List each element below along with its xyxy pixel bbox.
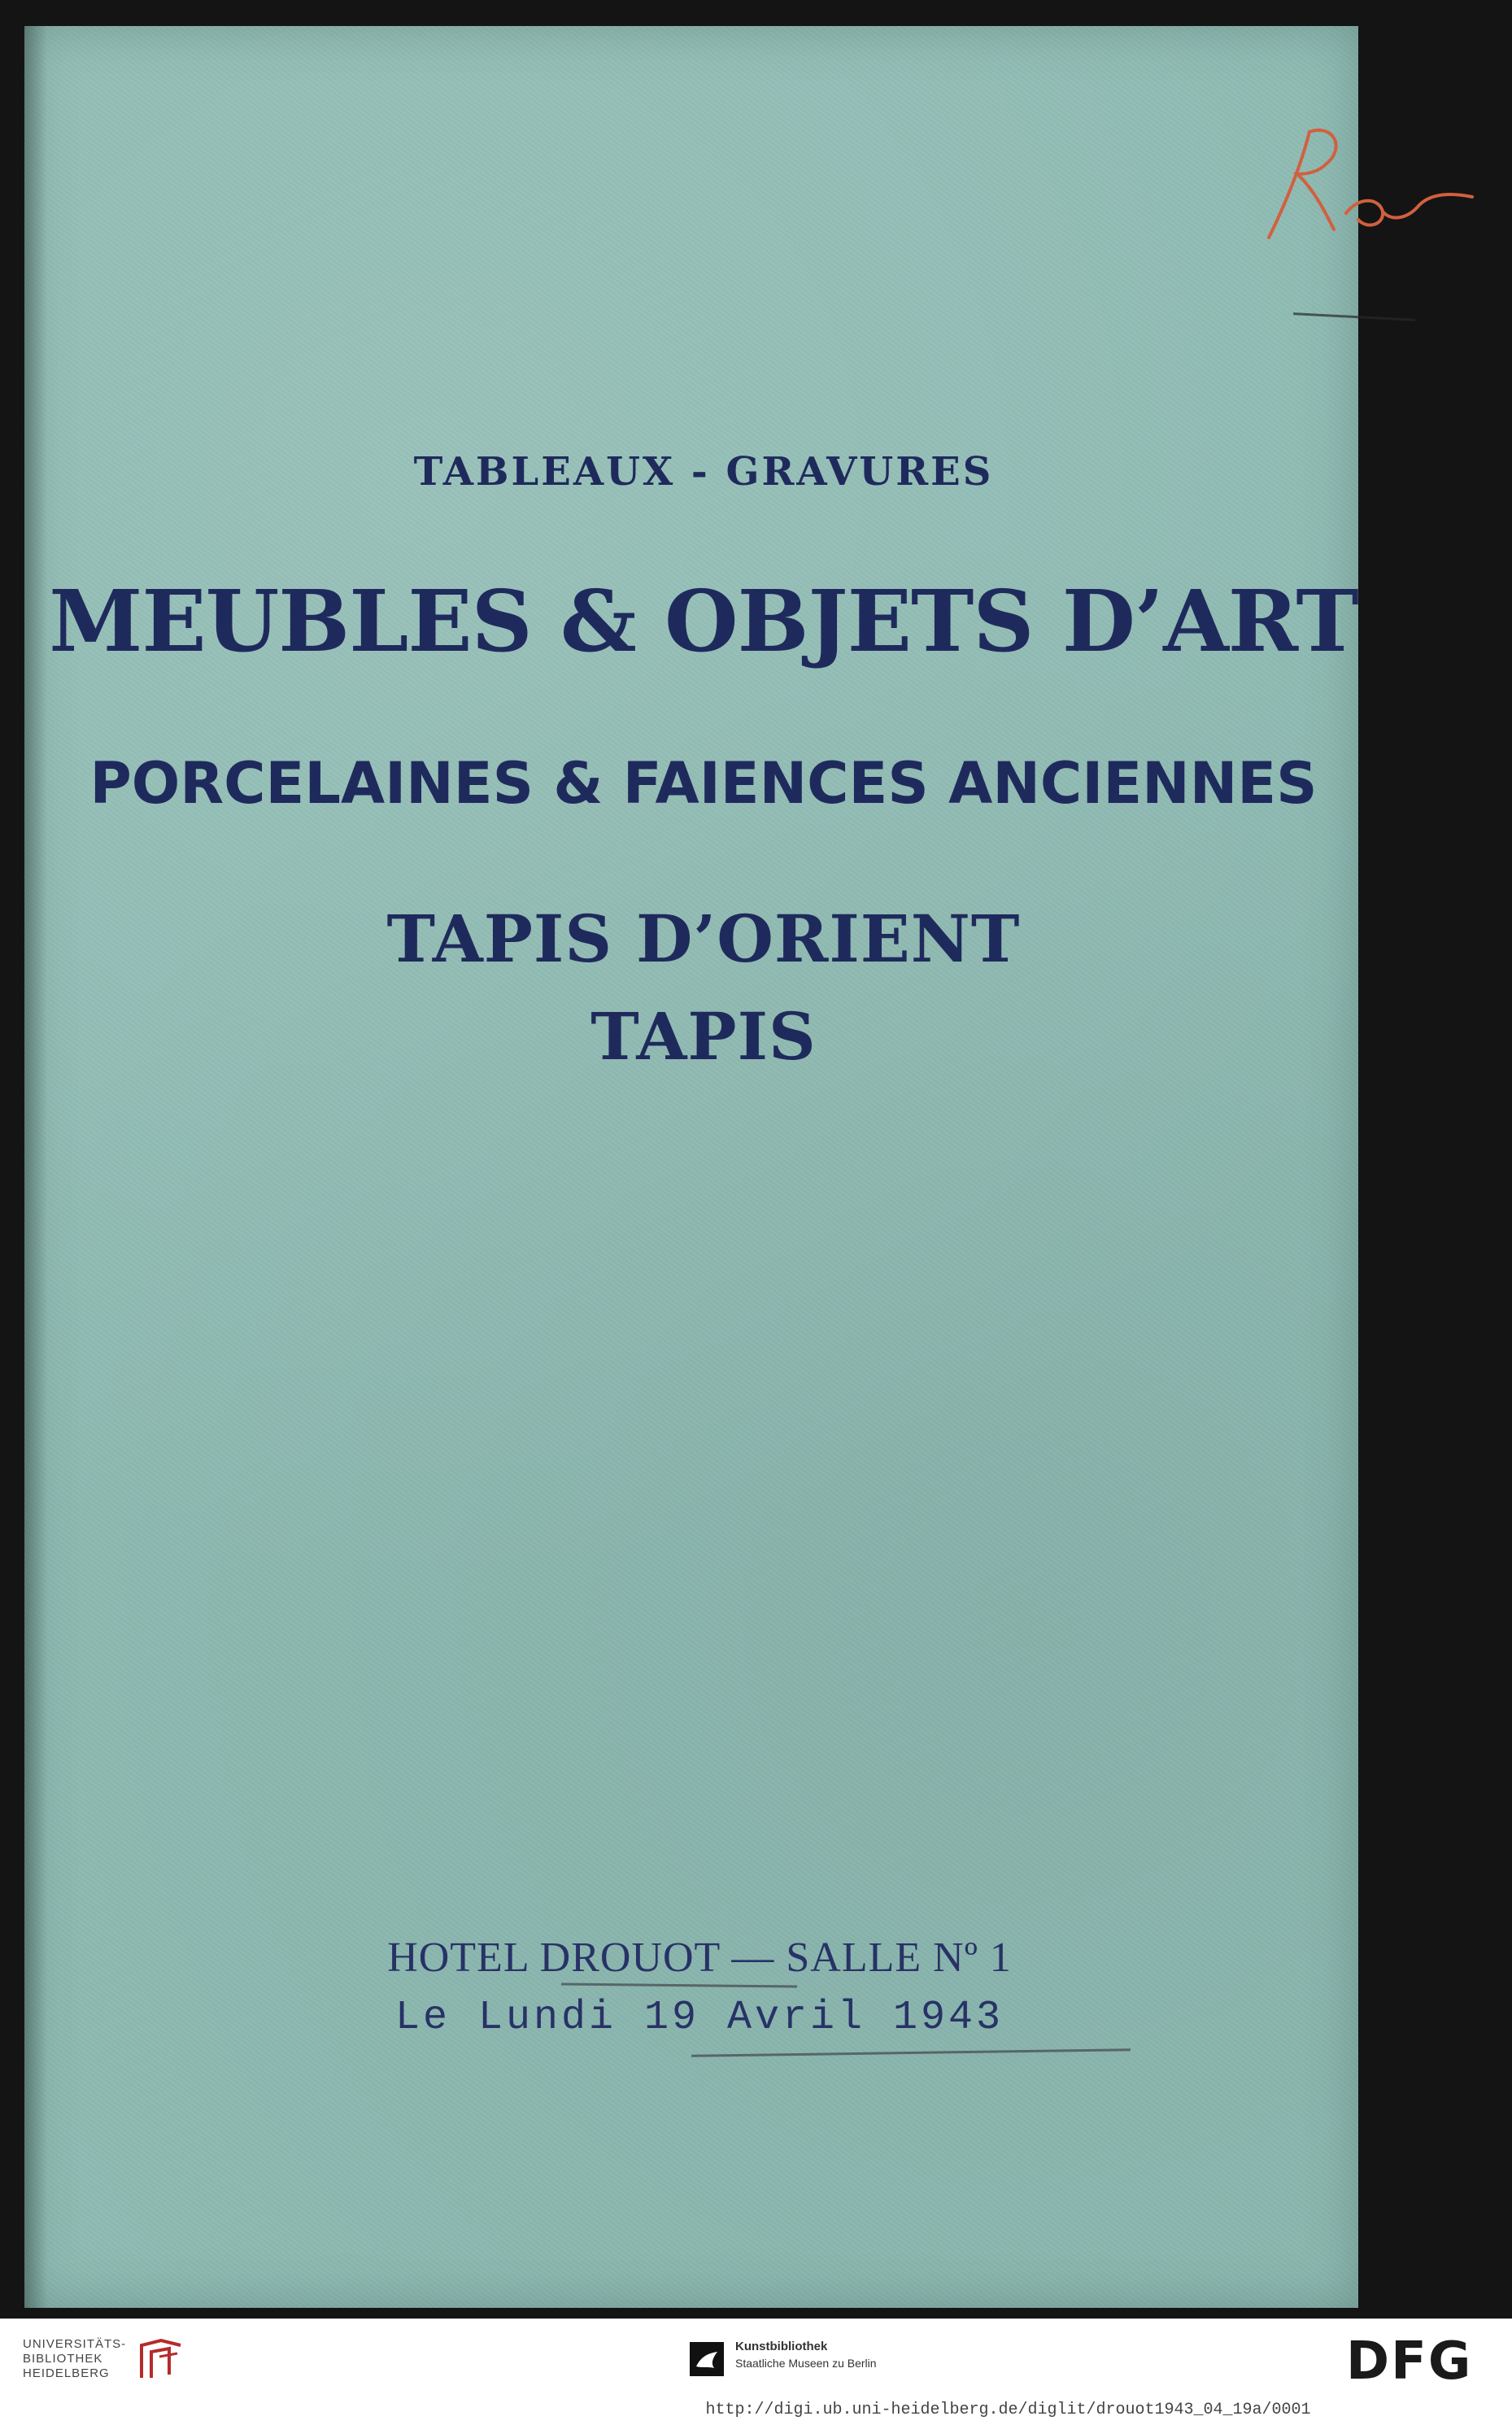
kunstbibliothek-eagle-logo-icon[interactable] [690,2342,724,2376]
heading-porcelaines-faiences: PORCELAINES & FAIENCES ANCIENNES [89,750,1318,817]
kunstbibliothek-title: Kunstbibliothek [735,2340,828,2353]
university-library-text [23,2337,126,2381]
heading-tapis-orient: TAPIS D’ORIENT [386,901,1021,977]
heading-tapis: TAPIS [590,998,817,1075]
kunstbibliothek-subtitle: Staatliche Museen zu Berlin [735,2357,877,2370]
venue-line: HOTEL DROUOT — SALLE Nº 1 [387,1934,1012,1981]
heading-tableaux-gravures: TABLEAUX - GRAVURES [413,449,994,495]
dfg-logo-icon[interactable]: DFG [1346,2331,1473,2392]
university-line-3: HEIDELBERG [23,2366,110,2380]
handwritten-note-mark [1244,116,1488,254]
catalogue-cover [24,26,1358,2308]
heading-meubles-objets-art: MEUBLES & OBJETS D’ART [49,571,1358,671]
sale-date-line: Le Lundi 19 Avril 1943 [394,1995,1004,2041]
permalink-url[interactable]: http://digi.ub.uni-heidelberg.de/diglit/drouot1943_04_19a/0001 [705,2401,1311,2419]
kunstbibliothek-text [735,2339,877,2371]
university-library-logo-icon[interactable] [137,2337,185,2383]
digitization-footer [0,2318,1512,2425]
pencil-underline-drouot [561,1982,797,1987]
pencil-underline-date [691,2048,1131,2057]
university-line-2: BIBLIOTHEK [23,2352,103,2366]
university-line-1: UNIVERSITÄTS- [23,2337,127,2351]
